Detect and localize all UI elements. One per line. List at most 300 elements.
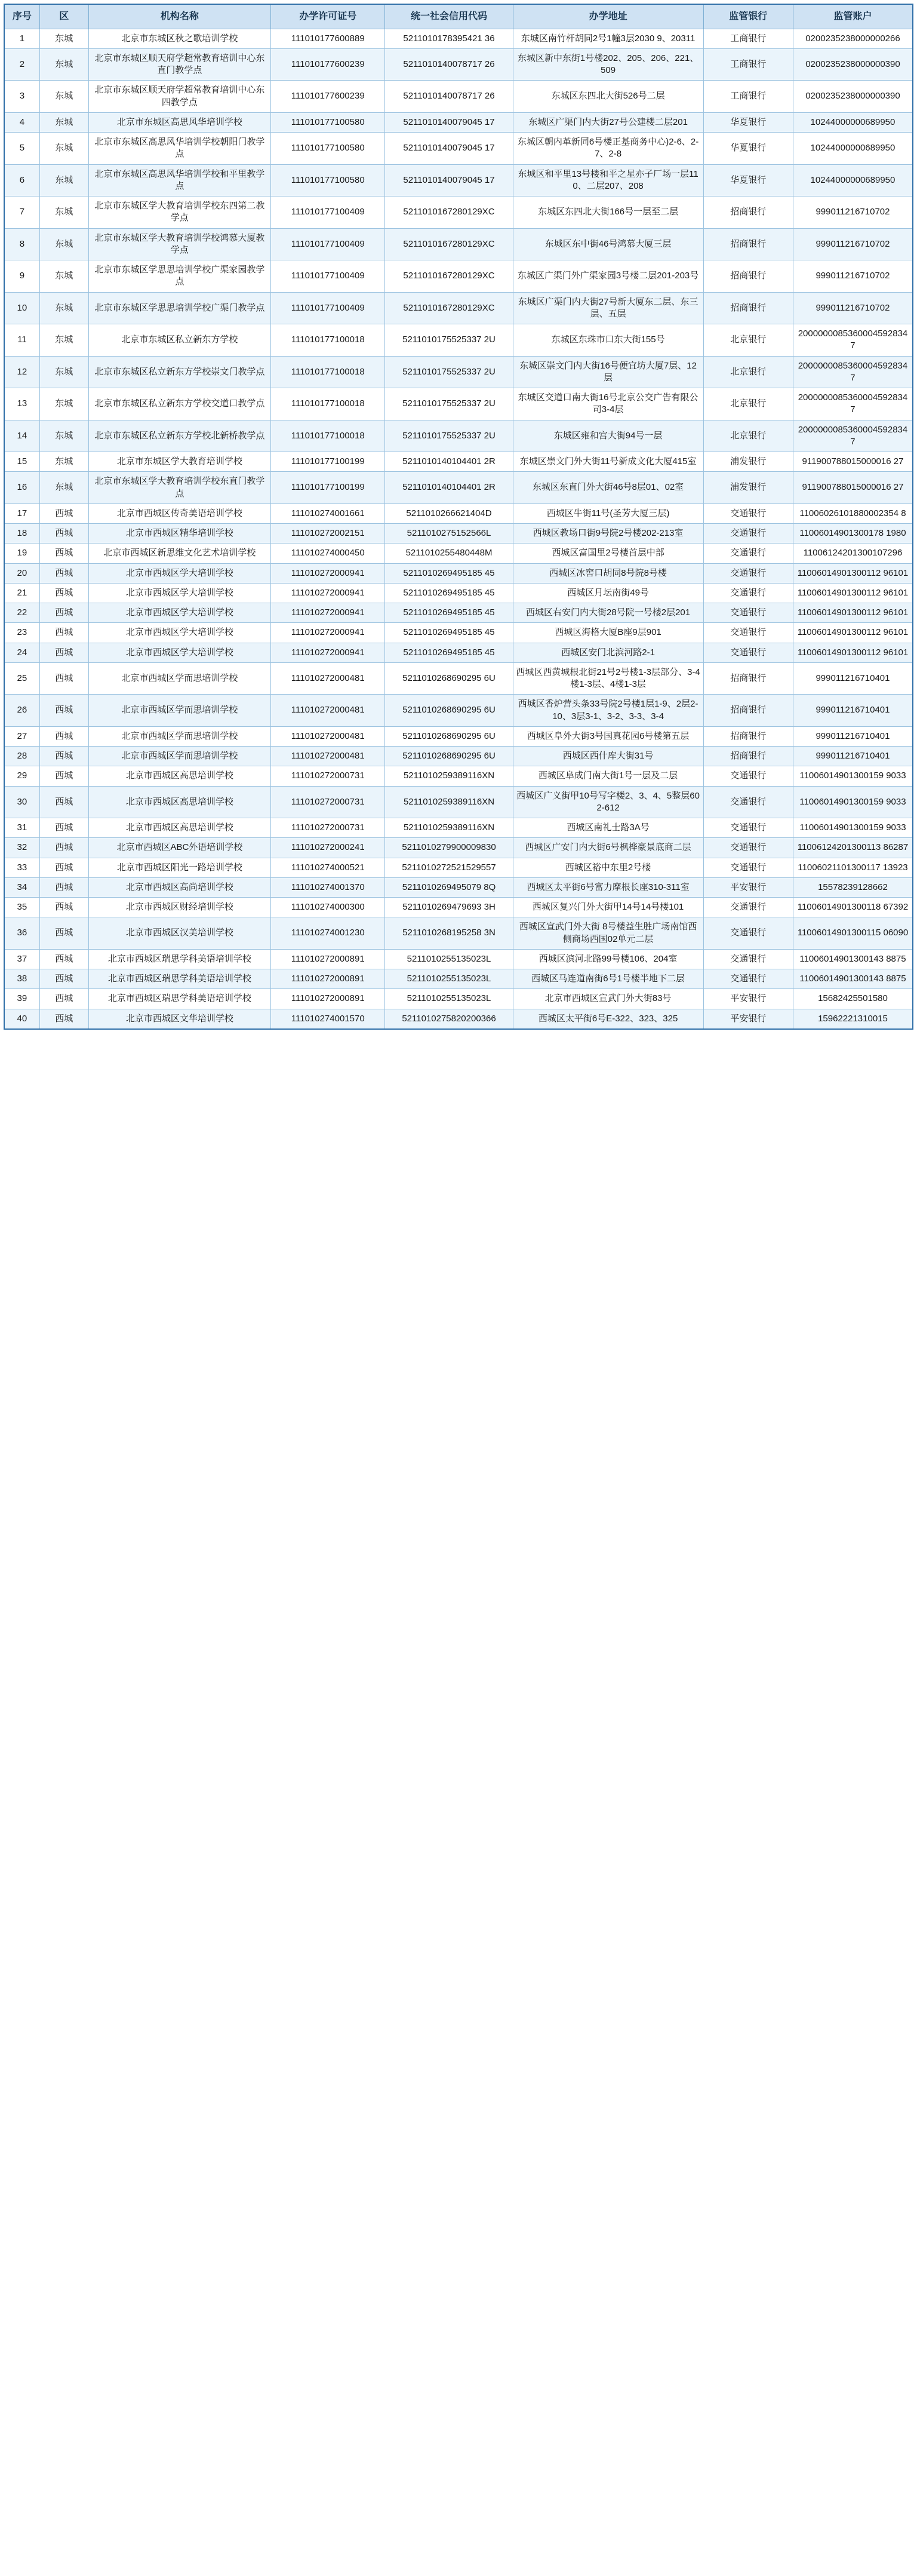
- cell-org: 北京市西城区高思培训学校: [88, 818, 270, 838]
- cell-address: 西城区右安门内大街28号院一号楼2层201: [513, 603, 703, 623]
- cell-license: 111010274001570: [271, 1009, 385, 1029]
- table-row: [4, 544, 913, 563]
- cell-district: 东城: [39, 472, 88, 504]
- table-row: [4, 112, 913, 132]
- cell-bank: 交通银行: [703, 603, 793, 623]
- cell-address: 西城区海格大厦B座9层901: [513, 623, 703, 643]
- cell-address: 西城区太平街6号E-322、323、325: [513, 1009, 703, 1029]
- cell-bank: 交通银行: [703, 766, 793, 786]
- cell-org: 北京市东城区学大教育培训学校东四第二教学点: [88, 196, 270, 229]
- cell-district: 东城: [39, 292, 88, 324]
- cell-license: 111010177100409: [271, 228, 385, 260]
- cell-district: 西城: [39, 695, 88, 727]
- cell-district: 西城: [39, 643, 88, 662]
- cell-account: 11006014901300178 1980: [793, 524, 913, 544]
- cell-org: 北京市东城区私立新东方学校崇文门教学点: [88, 356, 270, 388]
- cell-bank: 华夏银行: [703, 112, 793, 132]
- table-row: [4, 969, 913, 989]
- cell-org: 北京市西城区瑞思学科美语培训学校: [88, 969, 270, 989]
- cell-account: 11006014901300143 8875: [793, 949, 913, 969]
- cell-credit: 5211010140104401 2R: [385, 452, 513, 472]
- cell-license: 111010274000300: [271, 898, 385, 917]
- cell-org: 北京市西城区高尚培训学校: [88, 877, 270, 897]
- cell-bank: 交通银行: [703, 544, 793, 563]
- cell-org: 北京市东城区学思思培训学校广渠家园教学点: [88, 260, 270, 293]
- cell-address: 西城区香炉营头条33号院2号楼1层1-9、2层2-10、3层3-1、3-2、3-3、3-4: [513, 695, 703, 727]
- cell-district: 东城: [39, 196, 88, 229]
- registration-table: [4, 4, 913, 1030]
- cell-credit: 5211010279900009830: [385, 838, 513, 858]
- cell-credit: 5211010140079045 17: [385, 112, 513, 132]
- cell-org: 北京市东城区顺天府学超常教育培训中心东四教学点: [88, 81, 270, 113]
- cell-district: 东城: [39, 260, 88, 293]
- cell-account: 11006021101300117 13923: [793, 858, 913, 877]
- cell-account: 11006014901300159 9033: [793, 786, 913, 818]
- cell-seq: 18: [4, 524, 39, 544]
- cell-bank: 交通银行: [703, 623, 793, 643]
- cell-credit: 5211010268690295 6U: [385, 695, 513, 727]
- cell-bank: 招商银行: [703, 260, 793, 293]
- cell-bank: 交通银行: [703, 858, 793, 877]
- cell-license: 111010272000941: [271, 603, 385, 623]
- cell-seq: 27: [4, 726, 39, 746]
- cell-license: 111010272000481: [271, 662, 385, 695]
- table-row: [4, 643, 913, 662]
- cell-account: 11006014901300112 96101: [793, 623, 913, 643]
- cell-org: 北京市东城区私立新东方学校交道口教学点: [88, 388, 270, 420]
- table-row: [4, 356, 913, 388]
- cell-district: 西城: [39, 747, 88, 766]
- cell-org: 北京市西城区高思培训学校: [88, 786, 270, 818]
- cell-bank: 招商银行: [703, 695, 793, 727]
- cell-seq: 13: [4, 388, 39, 420]
- cell-credit: 5211010167280129XC: [385, 260, 513, 293]
- cell-credit: 5211010269495185 45: [385, 603, 513, 623]
- cell-seq: 40: [4, 1009, 39, 1029]
- cell-account: 911900788015000016 27: [793, 472, 913, 504]
- table-row: [4, 563, 913, 583]
- cell-credit: 5211010255135023L: [385, 949, 513, 969]
- cell-account: 911900788015000016 27: [793, 452, 913, 472]
- table-row: [4, 818, 913, 838]
- cell-org: 北京市东城区秋之歌培训学校: [88, 29, 270, 48]
- column-header-bank: 监管银行: [703, 4, 793, 29]
- table-row: [4, 747, 913, 766]
- cell-seq: 6: [4, 164, 39, 196]
- cell-bank: 交通银行: [703, 898, 793, 917]
- cell-license: 111010272000731: [271, 818, 385, 838]
- table-row: [4, 858, 913, 877]
- cell-address: 西城区月坛南街49号: [513, 583, 703, 603]
- table-row: [4, 949, 913, 969]
- table-header: [4, 4, 913, 29]
- cell-district: 西城: [39, 1009, 88, 1029]
- cell-credit: 5211010140079045 17: [385, 133, 513, 165]
- cell-license: 111010274001230: [271, 917, 385, 950]
- cell-account: 11006014901300118 67392: [793, 898, 913, 917]
- cell-license: 111010272000481: [271, 747, 385, 766]
- cell-license: 111010272000891: [271, 989, 385, 1009]
- cell-address: 东城区东四北大街166号一层至二层: [513, 196, 703, 229]
- cell-account: 11006014901300115 06090: [793, 917, 913, 950]
- cell-bank: 工商银行: [703, 29, 793, 48]
- cell-district: 西城: [39, 786, 88, 818]
- cell-org: 北京市西城区精华培训学校: [88, 524, 270, 544]
- cell-license: 111010272002151: [271, 524, 385, 544]
- cell-seq: 20: [4, 563, 39, 583]
- cell-credit: 5211010255135023L: [385, 969, 513, 989]
- cell-seq: 23: [4, 623, 39, 643]
- cell-bank: 交通银行: [703, 949, 793, 969]
- cell-district: 东城: [39, 420, 88, 452]
- cell-district: 东城: [39, 228, 88, 260]
- cell-bank: 交通银行: [703, 838, 793, 858]
- cell-district: 东城: [39, 29, 88, 48]
- cell-license: 111010177600239: [271, 81, 385, 113]
- cell-bank: 平安银行: [703, 877, 793, 897]
- cell-license: 111010272000891: [271, 969, 385, 989]
- cell-account: 999011216710702: [793, 260, 913, 293]
- cell-org: 北京市西城区学大培训学校: [88, 603, 270, 623]
- cell-org: 北京市西城区高思培训学校: [88, 766, 270, 786]
- cell-seq: 15: [4, 452, 39, 472]
- table-header-row: [4, 4, 913, 29]
- cell-district: 东城: [39, 81, 88, 113]
- cell-district: 西城: [39, 503, 88, 523]
- cell-address: 东城区交道口南大街16号北京公交广告有限公司3-4层: [513, 388, 703, 420]
- cell-credit: 5211010167280129XC: [385, 292, 513, 324]
- cell-seq: 7: [4, 196, 39, 229]
- cell-license: 111010272000941: [271, 643, 385, 662]
- cell-account: 999011216710401: [793, 726, 913, 746]
- cell-address: 北京市西城区宣武门外大街83号: [513, 989, 703, 1009]
- cell-credit: 5211010259389116XN: [385, 786, 513, 818]
- registration-table-container: [0, 0, 917, 1036]
- cell-district: 西城: [39, 818, 88, 838]
- cell-seq: 5: [4, 133, 39, 165]
- table-row: [4, 877, 913, 897]
- cell-license: 111010177600889: [271, 29, 385, 48]
- cell-bank: 平安银行: [703, 1009, 793, 1029]
- cell-license: 111010177100409: [271, 196, 385, 229]
- cell-address: 西城区西什库大街31号: [513, 747, 703, 766]
- cell-bank: 招商银行: [703, 228, 793, 260]
- cell-license: 111010177100018: [271, 324, 385, 357]
- cell-license: 111010272000941: [271, 563, 385, 583]
- cell-seq: 25: [4, 662, 39, 695]
- cell-org: 北京市东城区高思风华培训学校: [88, 112, 270, 132]
- cell-seq: 17: [4, 503, 39, 523]
- cell-org: 北京市西城区学大培训学校: [88, 583, 270, 603]
- cell-license: 111010177100580: [271, 112, 385, 132]
- cell-address: 西城区牛街11号(圣芳大厦三层): [513, 503, 703, 523]
- cell-address: 东城区东珠市口东大街155号: [513, 324, 703, 357]
- cell-account: 999011216710702: [793, 228, 913, 260]
- cell-org: 北京市东城区顺天府学超常教育培训中心东直门教学点: [88, 48, 270, 81]
- column-header-org: 机构名称: [88, 4, 270, 29]
- cell-org: 北京市西城区学而思培训学校: [88, 662, 270, 695]
- cell-org: 北京市西城区新思维文化艺术培训学校: [88, 544, 270, 563]
- cell-org: 北京市西城区学大培训学校: [88, 643, 270, 662]
- table-row: [4, 503, 913, 523]
- cell-district: 西城: [39, 969, 88, 989]
- table-row: [4, 472, 913, 504]
- cell-account: 10244000000689950: [793, 164, 913, 196]
- cell-address: 西城区宣武门外大街 8号楼益生胜广场南馆西侧商场西国02单元二层: [513, 917, 703, 950]
- cell-address: 西城区太平街6号富力摩根长座310-311室: [513, 877, 703, 897]
- cell-address: 西城区南礼士路3A号: [513, 818, 703, 838]
- cell-bank: 交通银行: [703, 583, 793, 603]
- cell-credit: 5211010268690295 6U: [385, 662, 513, 695]
- column-header-account: 监管账户: [793, 4, 913, 29]
- cell-account: 11006124201300113 86287: [793, 838, 913, 858]
- cell-seq: 24: [4, 643, 39, 662]
- table-row: [4, 603, 913, 623]
- cell-bank: 交通银行: [703, 818, 793, 838]
- cell-account: 0200235238000000390: [793, 48, 913, 81]
- table-row: [4, 324, 913, 357]
- cell-account: 999011216710702: [793, 196, 913, 229]
- cell-org: 北京市东城区学思思培训学校广渠门教学点: [88, 292, 270, 324]
- cell-account: 15962221310015: [793, 1009, 913, 1029]
- cell-account: 20000000853600045928347: [793, 356, 913, 388]
- cell-bank: 平安银行: [703, 989, 793, 1009]
- cell-address: 西城区广安门内大街6号枫桦豪景底商二层: [513, 838, 703, 858]
- cell-license: 111010177100580: [271, 164, 385, 196]
- cell-seq: 21: [4, 583, 39, 603]
- cell-address: 西城区裕中东里2号楼: [513, 858, 703, 877]
- cell-credit: 5211010275152566L: [385, 524, 513, 544]
- cell-seq: 12: [4, 356, 39, 388]
- cell-district: 西城: [39, 524, 88, 544]
- cell-district: 西城: [39, 544, 88, 563]
- cell-license: 111010272000731: [271, 786, 385, 818]
- cell-org: 北京市东城区私立新东方学校北新桥教学点: [88, 420, 270, 452]
- cell-account: 11006014901300143 8875: [793, 969, 913, 989]
- cell-address: 东城区朝内革新同6号楼正基商务中心)2-6、2-7、2-8: [513, 133, 703, 165]
- cell-seq: 19: [4, 544, 39, 563]
- cell-license: 111010272000891: [271, 949, 385, 969]
- cell-bank: 浦发银行: [703, 452, 793, 472]
- cell-credit: 5211010266621404D: [385, 503, 513, 523]
- cell-credit: 5211010259389116XN: [385, 818, 513, 838]
- cell-bank: 工商银行: [703, 81, 793, 113]
- cell-seq: 3: [4, 81, 39, 113]
- cell-credit: 5211010269495185 45: [385, 583, 513, 603]
- cell-org: 北京市东城区高思风华培训学校和平里教学点: [88, 164, 270, 196]
- cell-account: 15578239128662: [793, 877, 913, 897]
- cell-seq: 4: [4, 112, 39, 132]
- column-header-district: 区: [39, 4, 88, 29]
- table-row: [4, 524, 913, 544]
- column-header-credit: 统一社会信用代码: [385, 4, 513, 29]
- cell-district: 西城: [39, 623, 88, 643]
- cell-account: 0200235238000000266: [793, 29, 913, 48]
- cell-license: 111010272000241: [271, 838, 385, 858]
- cell-org: 北京市西城区学大培训学校: [88, 563, 270, 583]
- cell-account: 11006014901300159 9033: [793, 818, 913, 838]
- cell-credit: 5211010275820200366: [385, 1009, 513, 1029]
- cell-seq: 8: [4, 228, 39, 260]
- cell-address: 东城区广渠门内大街27号公建楼二层201: [513, 112, 703, 132]
- cell-credit: 5211010269495185 45: [385, 623, 513, 643]
- table-row: [4, 1009, 913, 1029]
- cell-org: 北京市西城区学大培训学校: [88, 623, 270, 643]
- cell-seq: 14: [4, 420, 39, 452]
- cell-account: 11006026101880002354 8: [793, 503, 913, 523]
- cell-district: 西城: [39, 989, 88, 1009]
- cell-account: 11006014901300112 96101: [793, 563, 913, 583]
- table-row: [4, 228, 913, 260]
- cell-account: 10244000000689950: [793, 112, 913, 132]
- cell-district: 西城: [39, 858, 88, 877]
- cell-bank: 北京银行: [703, 356, 793, 388]
- table-row: [4, 133, 913, 165]
- table-row: [4, 292, 913, 324]
- cell-seq: 16: [4, 472, 39, 504]
- cell-account: 20000000853600045928347: [793, 324, 913, 357]
- cell-seq: 36: [4, 917, 39, 950]
- cell-bank: 交通银行: [703, 917, 793, 950]
- cell-account: 999011216710401: [793, 747, 913, 766]
- cell-license: 111010272000481: [271, 726, 385, 746]
- cell-district: 东城: [39, 112, 88, 132]
- column-header-license: 办学许可证号: [271, 4, 385, 29]
- cell-seq: 37: [4, 949, 39, 969]
- cell-address: 西城区阜外大街3号国真花园6号楼第五层: [513, 726, 703, 746]
- table-row: [4, 164, 913, 196]
- cell-seq: 34: [4, 877, 39, 897]
- cell-license: 111010177100199: [271, 472, 385, 504]
- cell-bank: 工商银行: [703, 48, 793, 81]
- cell-license: 111010177600239: [271, 48, 385, 81]
- cell-credit: 5211010175525337 2U: [385, 420, 513, 452]
- cell-bank: 交通银行: [703, 969, 793, 989]
- cell-district: 东城: [39, 133, 88, 165]
- cell-license: 111010177100409: [271, 260, 385, 293]
- cell-district: 西城: [39, 662, 88, 695]
- cell-address: 西城区富国里2号楼首层中部: [513, 544, 703, 563]
- cell-bank: 华夏银行: [703, 133, 793, 165]
- cell-credit: 5211010167280129XC: [385, 228, 513, 260]
- cell-district: 西城: [39, 917, 88, 950]
- table-row: [4, 989, 913, 1009]
- cell-org: 北京市西城区财经培训学校: [88, 898, 270, 917]
- column-header-address: 办学地址: [513, 4, 703, 29]
- cell-credit: 5211010140079045 17: [385, 164, 513, 196]
- table-row: [4, 420, 913, 452]
- cell-org: 北京市西城区瑞思学科美语培训学校: [88, 989, 270, 1009]
- cell-credit: 5211010140078717 26: [385, 81, 513, 113]
- cell-seq: 30: [4, 786, 39, 818]
- cell-org: 北京市西城区ABC外语培训学校: [88, 838, 270, 858]
- cell-seq: 22: [4, 603, 39, 623]
- cell-account: 999011216710401: [793, 695, 913, 727]
- cell-credit: 5211010269495079 8Q: [385, 877, 513, 897]
- cell-bank: 招商银行: [703, 747, 793, 766]
- cell-credit: 5211010269495185 45: [385, 643, 513, 662]
- cell-seq: 32: [4, 838, 39, 858]
- cell-org: 北京市西城区瑞思学科美语培训学校: [88, 949, 270, 969]
- cell-org: 北京市东城区学大教育培训学校鸿慕大厦教学点: [88, 228, 270, 260]
- cell-seq: 31: [4, 818, 39, 838]
- table-row: [4, 48, 913, 81]
- cell-district: 西城: [39, 877, 88, 897]
- cell-org: 北京市西城区学而思培训学校: [88, 726, 270, 746]
- cell-address: 西城区教场口街9号院2号楼202-213室: [513, 524, 703, 544]
- cell-credit: 5211010268195258 3N: [385, 917, 513, 950]
- cell-district: 东城: [39, 388, 88, 420]
- cell-bank: 华夏银行: [703, 164, 793, 196]
- table-row: [4, 388, 913, 420]
- cell-credit: 5211010140078717 26: [385, 48, 513, 81]
- cell-district: 东城: [39, 452, 88, 472]
- cell-address: 东城区广渠门外广渠家园3号楼二层201-203号: [513, 260, 703, 293]
- cell-org: 北京市西城区阳光一路培训学校: [88, 858, 270, 877]
- cell-district: 东城: [39, 48, 88, 81]
- cell-seq: 38: [4, 969, 39, 989]
- cell-bank: 交通银行: [703, 563, 793, 583]
- cell-credit: 5211010255480448M: [385, 544, 513, 563]
- table-row: [4, 898, 913, 917]
- cell-org: 北京市东城区学大教育培训学校: [88, 452, 270, 472]
- cell-bank: 交通银行: [703, 524, 793, 544]
- cell-credit: 5211010272521529557: [385, 858, 513, 877]
- cell-district: 东城: [39, 164, 88, 196]
- cell-district: 西城: [39, 726, 88, 746]
- cell-org: 北京市西城区文华培训学校: [88, 1009, 270, 1029]
- cell-account: 11006124201300107296: [793, 544, 913, 563]
- table-row: [4, 695, 913, 727]
- cell-address: 东城区东中街46号鸿慕大厦三层: [513, 228, 703, 260]
- cell-seq: 11: [4, 324, 39, 357]
- cell-seq: 9: [4, 260, 39, 293]
- cell-org: 北京市西城区传奇美语培训学校: [88, 503, 270, 523]
- cell-seq: 10: [4, 292, 39, 324]
- cell-address: 东城区广渠门内大街27号新大厦东二层、东三层、五层: [513, 292, 703, 324]
- cell-account: 0200235238000000390: [793, 81, 913, 113]
- cell-bank: 浦发银行: [703, 472, 793, 504]
- table-row: [4, 452, 913, 472]
- cell-org: 北京市西城区学而思培训学校: [88, 695, 270, 727]
- cell-district: 西城: [39, 898, 88, 917]
- cell-account: 20000000853600045928347: [793, 420, 913, 452]
- cell-seq: 39: [4, 989, 39, 1009]
- cell-account: 11006014901300112 96101: [793, 583, 913, 603]
- cell-credit: 5211010175525337 2U: [385, 388, 513, 420]
- cell-license: 111010272000941: [271, 623, 385, 643]
- table-row: [4, 726, 913, 746]
- cell-bank: 北京银行: [703, 420, 793, 452]
- cell-address: 西城区安门北滨河路2-1: [513, 643, 703, 662]
- column-header-seq: 序号: [4, 4, 39, 29]
- cell-account: 999011216710702: [793, 292, 913, 324]
- table-row: [4, 260, 913, 293]
- cell-org: 北京市东城区学大教育培训学校东直门教学点: [88, 472, 270, 504]
- cell-credit: 5211010268690295 6U: [385, 726, 513, 746]
- cell-seq: 28: [4, 747, 39, 766]
- cell-account: 10244000000689950: [793, 133, 913, 165]
- table-row: [4, 662, 913, 695]
- cell-address: 东城区南竹杆胡同2号1幢3层2030 9、20311: [513, 29, 703, 48]
- cell-license: 111010177100018: [271, 388, 385, 420]
- cell-license: 111010177100199: [271, 452, 385, 472]
- cell-seq: 1: [4, 29, 39, 48]
- cell-license: 111010177100409: [271, 292, 385, 324]
- cell-credit: 5211010259389116XN: [385, 766, 513, 786]
- cell-seq: 26: [4, 695, 39, 727]
- cell-address: 东城区崇文门内大街16号便宜坊大厦7层、12层: [513, 356, 703, 388]
